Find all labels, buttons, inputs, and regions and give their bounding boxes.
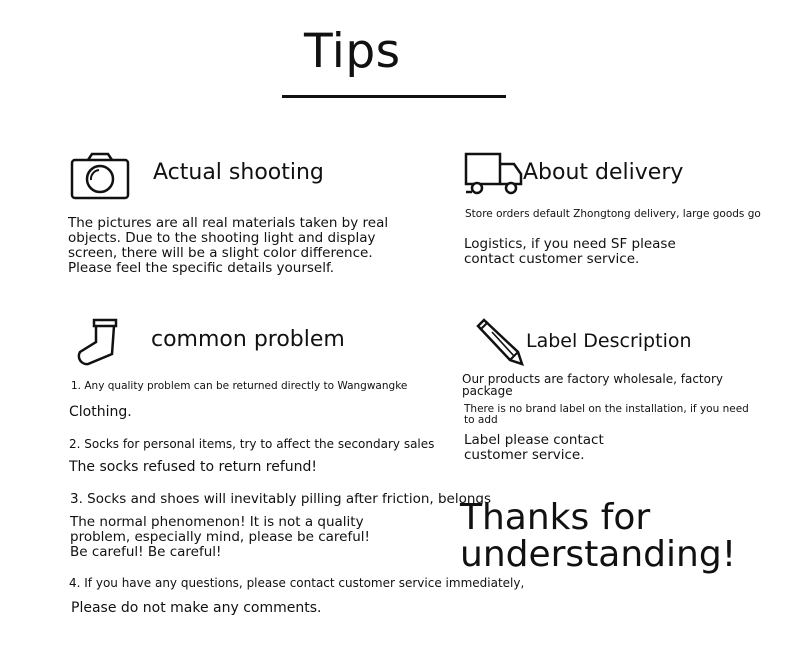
problem-item-4: 4. If you have any questions, please contact customer service immediately, bbox=[69, 576, 525, 590]
label-line-3: Label please contact customer service. bbox=[464, 432, 604, 463]
thanks-message: Thanks for understanding! bbox=[460, 497, 737, 575]
camera-icon bbox=[70, 152, 130, 200]
common-problem-heading: common problem bbox=[151, 327, 345, 352]
problem-item-3: 3. Socks and shoes will inevitably pilling after friction, belongs bbox=[70, 491, 492, 507]
about-delivery-heading: About delivery bbox=[523, 160, 684, 185]
truck-icon bbox=[464, 152, 524, 196]
problem-item-2: 2. Socks for personal items, try to affect the secondary sales bbox=[69, 437, 435, 451]
problem-item-1-cont: Clothing. bbox=[69, 404, 132, 420]
problem-item-1: 1. Any quality problem can be returned directly to Wangwangke bbox=[71, 380, 408, 392]
problem-item-4-cont: Please do not make any comments. bbox=[71, 600, 322, 616]
actual-shooting-heading: Actual shooting bbox=[153, 160, 324, 185]
page-title: Tips bbox=[304, 24, 401, 79]
label-line-2: There is no brand label on the installation, if you need to add bbox=[464, 403, 749, 426]
problem-item-3-cont: The normal phenomenon! It is not a quality problem, especially mind, please be careful! Be careful! Be careful! bbox=[70, 514, 370, 560]
actual-shooting-text: The pictures are all real materials taken by real objects. Due to the shooting light and display screen, there will be a slight color difference. Please feel the specific details yourself. bbox=[68, 215, 389, 276]
delivery-line-1: Store orders default Zhongtong delivery, large goods go bbox=[465, 208, 761, 220]
label-description-heading: Label Description bbox=[526, 330, 692, 352]
sock-icon bbox=[70, 318, 120, 366]
pencil-icon bbox=[476, 318, 526, 366]
title-underline bbox=[282, 95, 506, 98]
problem-item-2-cont: The socks refused to return refund! bbox=[69, 459, 318, 475]
delivery-line-2: Logistics, if you need SF please contact customer service. bbox=[464, 236, 676, 267]
label-line-1: Our products are factory wholesale, factory package bbox=[462, 372, 723, 398]
